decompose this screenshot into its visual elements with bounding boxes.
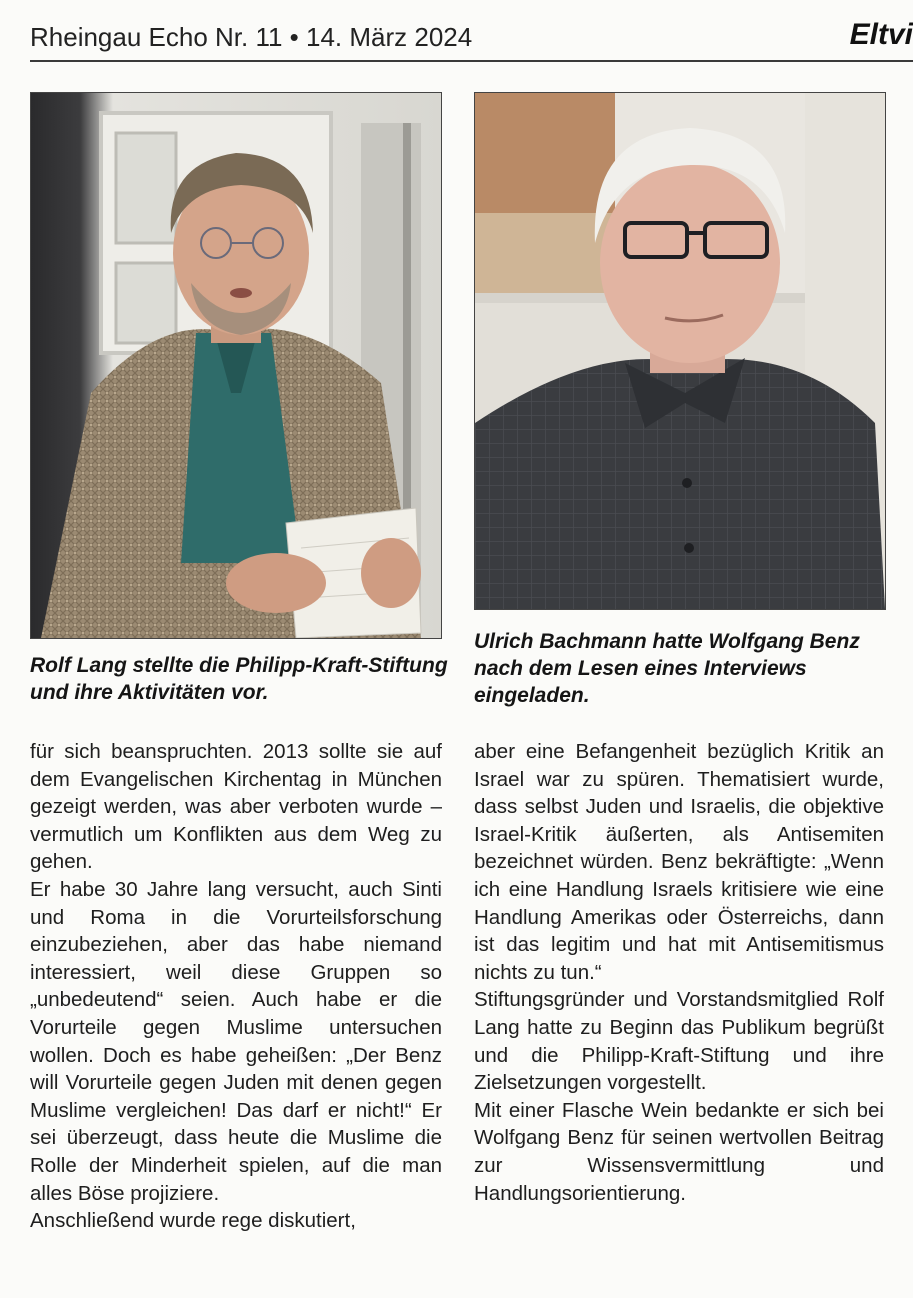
photo-rolf-lang — [30, 92, 442, 639]
section-title: Eltvi — [849, 18, 913, 51]
header-rule — [30, 60, 913, 62]
photo-ulrich-bachmann-illustration — [475, 93, 885, 609]
paragraph: aber eine Befangenheit bezüglich Kritik an Israel war zu spüren. Thematisiert wurde, dass selbst Juden und Israelis, die objektive Israel-Kritik äußerten, als Antisemiten bezeichnet würden. Benz bekräftigte: „Wenn ich eine Handlung Israels kritisiere wie eine Handlung Amerikas oder Österreichs, dann ist das legitim und hat mit Antisemitismus nichts zu tun.“ — [474, 740, 884, 984]
article-column-1 — [30, 738, 442, 1235]
paragraph: Mit einer Flasche Wein bedankte er sich bei Wolfgang Benz für seinen wertvollen Beitrag zur Wissensvermittlung und Handlungsorientierung. — [474, 1098, 884, 1205]
paragraph: für sich beanspruchten. 2013 sollte sie auf dem Evangelischen Kirchentag in München gezeigt werden, was aber verboten wurde – vermutlich um Konflikten aus dem Weg zu gehen. — [30, 740, 442, 874]
page-header — [30, 18, 913, 60]
photo-ulrich-bachmann — [474, 92, 886, 610]
photo-caption-2: Ulrich Bachmann hatte Wolfgang Benz nach dem Lesen eines Interviews eingeladen. — [474, 630, 860, 707]
article-column-2 — [474, 738, 884, 1207]
paragraph: Er habe 30 Jahre lang versucht, auch Sinti und Roma in die Vorurteilsforschung einzubeziehen, aber das habe niemand interessiert, weil diese Gruppen so „unbedeutend“ seien. Auch habe er die Vorurteile gegen Muslime untersuchen wollen. Doch es habe geheißen: „Der Benz will Vorurteile gegen Juden mit denen gegen Muslime vergleichen! Das darf er nicht!“ Er sei überzeugt, dass heute die Muslime die Rolle der Minderheit spielen, auf die man alles Böse projiziere. — [30, 877, 442, 1205]
photo-caption-1: Rolf Lang stellte die Philipp-Kraft-Stiftung und ihre Aktivitäten vor. — [30, 654, 448, 704]
photo-rolf-lang-illustration — [31, 93, 441, 638]
paragraph: Anschließend wurde rege diskutiert, — [30, 1209, 356, 1233]
publication-line: Rheingau Echo Nr. 11 • 14. März 2024 — [30, 22, 473, 52]
paragraph: Stiftungsgründer und Vorstandsmitglied Rolf Lang hatte zu Beginn das Publikum begrüßt und die Philipp-Kraft-Stiftung und ihre Zielsetzungen vorgestellt. — [474, 988, 884, 1095]
